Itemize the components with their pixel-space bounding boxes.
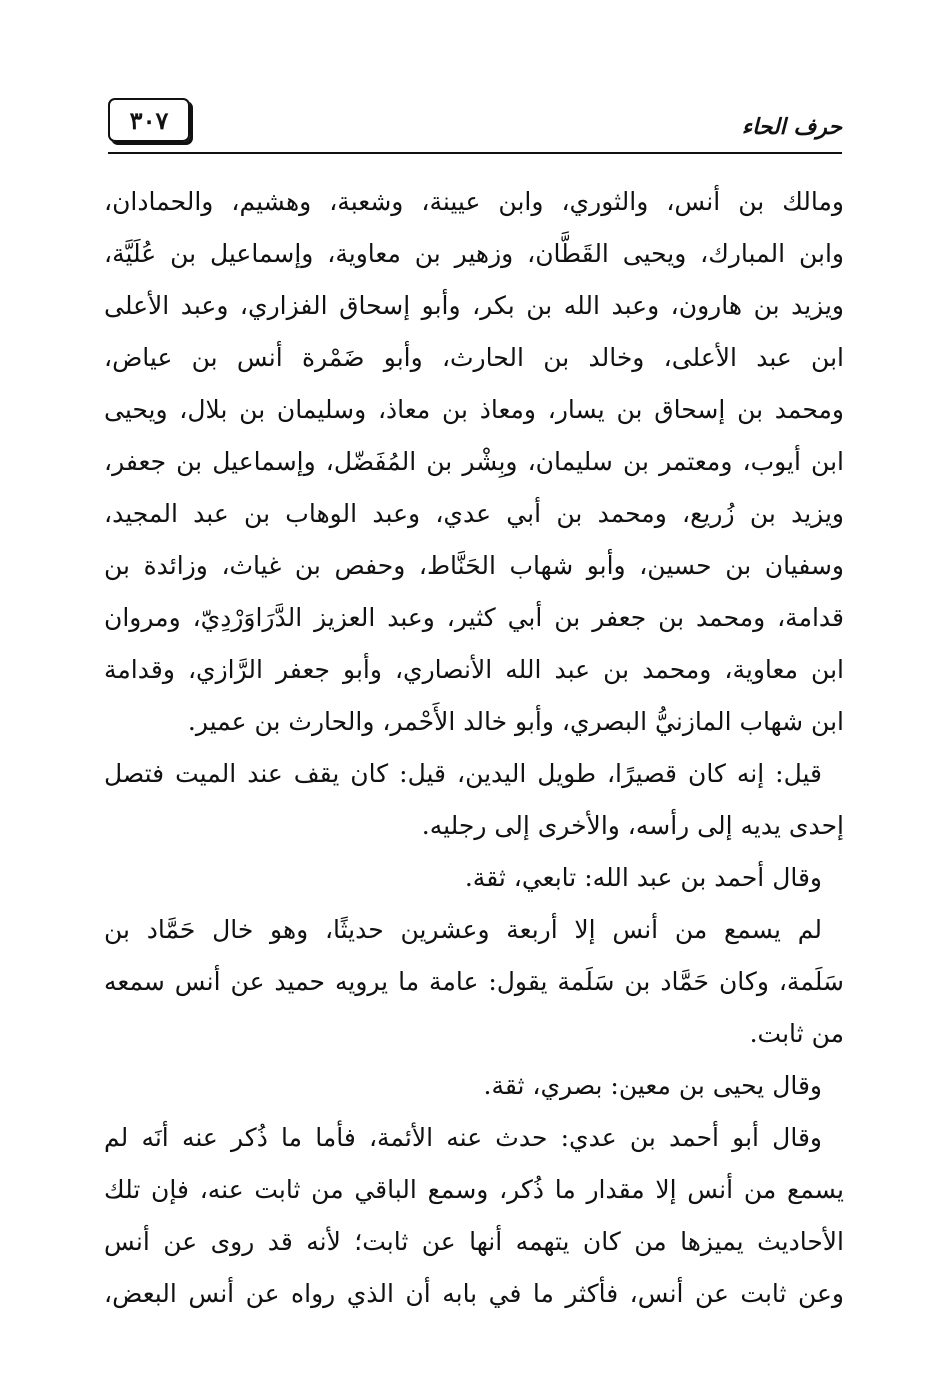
text-line: وقال أحمد بن عبد الله: تابعي، ثقة. [464, 863, 822, 892]
text-line: ومحمد بن إسحاق بن يسار، ومعاذ بن معاذ، وسليمان بن بلال، ويحيى [104, 395, 844, 424]
page-header [108, 98, 842, 154]
text-line: من ثابت. [749, 1019, 844, 1048]
text-line: وسفيان بن حسين، وأبو شهاب الحَنَّاط، وحفص بن غياث، وزائدة بن [104, 551, 844, 580]
text-line: وقال أبو أحمد بن عدي: حدث عنه الأئمة، فأما ما ذُكر عنه أنَه لم [104, 1123, 822, 1152]
text-line: سَلَمة، وكان حَمَّاد بن سَلَمة يقول: عامة ما يرويه حميد عن أنس سمعه [104, 967, 844, 996]
text-line: الأحاديث يميزها من كان يتهمه أنها عن ثابت؛ لأنه قد روى عن أنس [104, 1227, 844, 1256]
text-line: ابن عبد الأعلى، وخالد بن الحارث، وأبو ضَمْرة أنس بن عياض، [104, 343, 844, 372]
text-line: قدامة، ومحمد بن جعفر بن أبي كثير، وعبد العزيز الدَّرَاوَرْدِيّ، ومروان [104, 603, 844, 632]
page-number: ٣٠٧ [108, 98, 190, 142]
text-line: ومالك بن أنس، والثوري، وابن عيينة، وشعبة، وهشيم، والحمادان، [104, 187, 844, 216]
text-line: ويزيد بن زُريع، ومحمد بن أبي عدي، وعبد الوهاب بن عبد المجيد، [104, 499, 844, 528]
text-line: ويزيد بن هارون، وعبد الله بن بكر، وأبو إسحاق الفزاري، وعبد الأعلى [104, 291, 844, 320]
text-line: ابن أيوب، ومعتمر بن سليمان، وبِشْر بن المُفَضّل، وإسماعيل بن جعفر، [104, 447, 844, 476]
text-line: يسمع من أنس إلا مقدار ما ذُكر، وسمع الباقي من ثابت عنه، فإن تلك [104, 1175, 844, 1204]
text-line: لم يسمع من أنس إلا أربعة وعشرين حديثًا، وهو خال حَمَّاد بن [104, 915, 822, 944]
text-line: ابن معاوية، ومحمد بن عبد الله الأنصاري، وأبو جعفر الرَّازي، وقدامة [104, 655, 844, 684]
text-line: وقال يحيى بن معين: بصري، ثقة. [483, 1071, 822, 1100]
text-line: قيل: إنه كان قصيرًا، طويل اليدين، قيل: كان يقف عند الميت فتصل [104, 759, 822, 788]
text-line: ابن شهاب المازنيُّ البصري، وأبو خالد الأَحْمر، والحارث بن عمير. [187, 707, 844, 736]
text-line: وابن المبارك، ويحيى القَطَّان، وزهير بن معاوية، وإسماعيل بن عُلَيَّة، [104, 239, 844, 268]
header-rule [108, 152, 842, 154]
text-line: إحدى يديه إلى رأسه، والأخرى إلى رجليه. [421, 811, 844, 840]
text-line: وعن ثابت عن أنس، فأكثر ما في بابه أن الذي رواه عن أنس البعض، [104, 1279, 844, 1308]
running-title: حرف الحاء [741, 114, 842, 140]
body-text [104, 176, 844, 1320]
